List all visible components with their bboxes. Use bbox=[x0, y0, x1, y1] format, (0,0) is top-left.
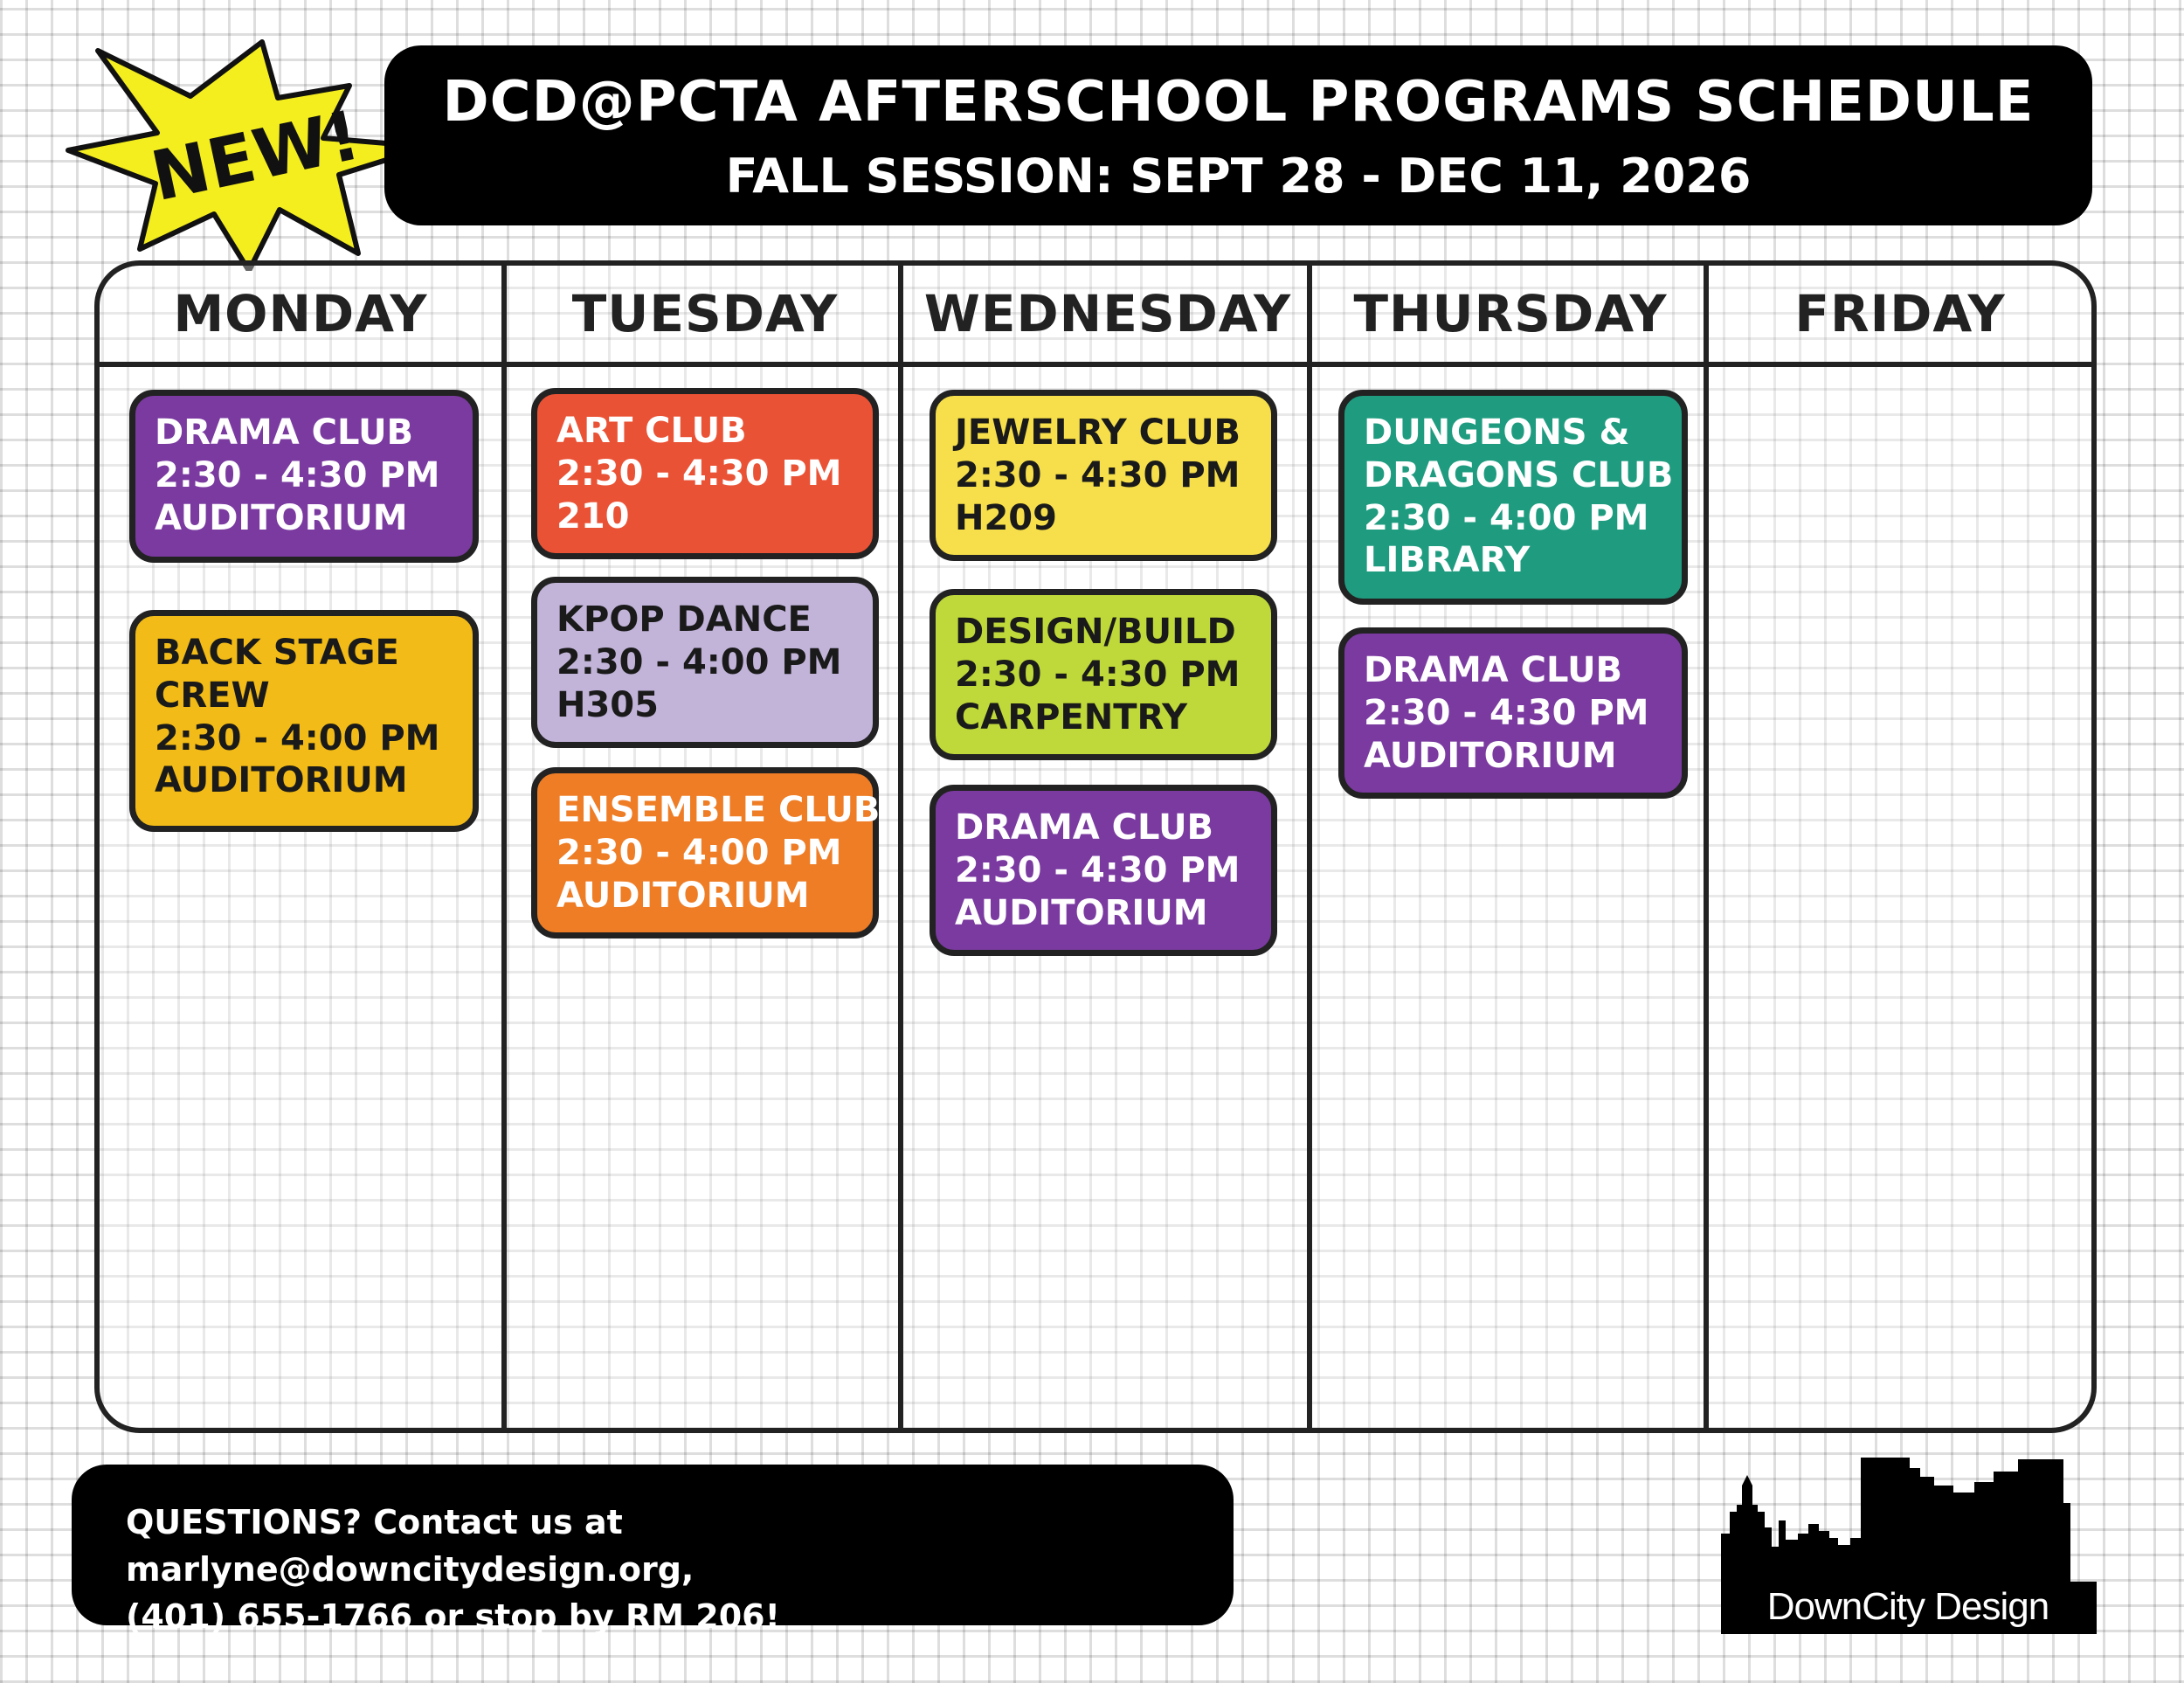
day-column-thursday bbox=[1307, 266, 1709, 1428]
program-time: 2:30 - 4:30 PM bbox=[556, 453, 842, 494]
program-time: 2:30 - 4:00 PM bbox=[155, 717, 440, 758]
program-room: LIBRARY bbox=[1364, 540, 1531, 581]
program-name: DRAMA CLUB bbox=[155, 412, 414, 453]
program-card bbox=[531, 767, 879, 938]
day-column-wednesday bbox=[898, 266, 1312, 1428]
program-card bbox=[1338, 627, 1688, 799]
session-dates: FALL SESSION: SEPT 28 - DEC 11, 2026 bbox=[725, 149, 1752, 204]
day-header: THURSDAY bbox=[1312, 266, 1709, 367]
program-time: 2:30 - 4:30 PM bbox=[1364, 692, 1649, 733]
page-title: DCD@PCTA AFTERSCHOOL PROGRAMS SCHEDULE bbox=[442, 70, 2035, 135]
program-room: AUDITORIUM bbox=[955, 892, 1208, 933]
program-room: H209 bbox=[955, 497, 1057, 538]
program-time: 2:30 - 4:30 PM bbox=[155, 454, 440, 495]
logo-wordmark: DownCity Design bbox=[1766, 1585, 2049, 1628]
day-header: MONDAY bbox=[100, 266, 501, 367]
day-header: TUESDAY bbox=[507, 266, 903, 367]
program-time: 2:30 - 4:00 PM bbox=[556, 641, 842, 682]
program-room: AUDITORIUM bbox=[155, 760, 408, 801]
day-header: FRIDAY bbox=[1709, 266, 2091, 367]
program-card bbox=[930, 785, 1277, 956]
program-name: CREW bbox=[155, 675, 270, 716]
program-time: 2:30 - 4:30 PM bbox=[955, 654, 1241, 695]
program-room: AUDITORIUM bbox=[556, 875, 810, 916]
program-room: AUDITORIUM bbox=[155, 497, 408, 538]
program-room: H305 bbox=[556, 684, 659, 725]
program-room: 210 bbox=[556, 495, 630, 537]
program-name: DRAGONS CLUB bbox=[1364, 454, 1674, 495]
program-time: 2:30 - 4:00 PM bbox=[556, 832, 842, 873]
program-card bbox=[1338, 390, 1688, 605]
schedule-board bbox=[94, 260, 2097, 1433]
program-time: 2:30 - 4:30 PM bbox=[955, 454, 1241, 495]
program-card bbox=[129, 610, 479, 832]
day-column-tuesday bbox=[501, 266, 903, 1428]
day-column-friday bbox=[1704, 266, 2091, 1428]
contact-line-2: (401) 655-1766 or stop by RM 206! bbox=[126, 1596, 780, 1636]
program-name: BACK STAGE bbox=[155, 633, 399, 673]
program-card bbox=[930, 390, 1277, 561]
program-room: AUDITORIUM bbox=[1364, 735, 1617, 776]
program-room: CARPENTRY bbox=[955, 696, 1188, 738]
contact-line-1: QUESTIONS? Contact us at marlyne@downcitydesign.org, bbox=[126, 1503, 695, 1589]
new-badge-text: NEW! bbox=[144, 96, 367, 218]
program-name: ART CLUB bbox=[556, 411, 747, 451]
header-banner bbox=[384, 45, 2092, 225]
program-name: DESIGN/BUILD bbox=[955, 612, 1236, 652]
day-header: WEDNESDAY bbox=[903, 266, 1312, 367]
program-name: DRAMA CLUB bbox=[955, 807, 1214, 848]
program-card bbox=[531, 577, 879, 748]
program-card bbox=[129, 390, 479, 563]
program-name: ENSEMBLE CLUB bbox=[556, 790, 881, 830]
program-name: JEWELRY CLUB bbox=[955, 412, 1241, 453]
day-column-monday bbox=[100, 266, 501, 1428]
program-time: 2:30 - 4:00 PM bbox=[1364, 497, 1649, 538]
program-card bbox=[531, 388, 879, 559]
program-name: KPOP DANCE bbox=[556, 599, 812, 640]
program-card bbox=[930, 589, 1277, 760]
program-name: DUNGEONS & bbox=[1364, 412, 1630, 453]
contact-footer bbox=[72, 1465, 1234, 1636]
program-time: 2:30 - 4:30 PM bbox=[955, 849, 1241, 890]
program-name: DRAMA CLUB bbox=[1364, 650, 1623, 690]
